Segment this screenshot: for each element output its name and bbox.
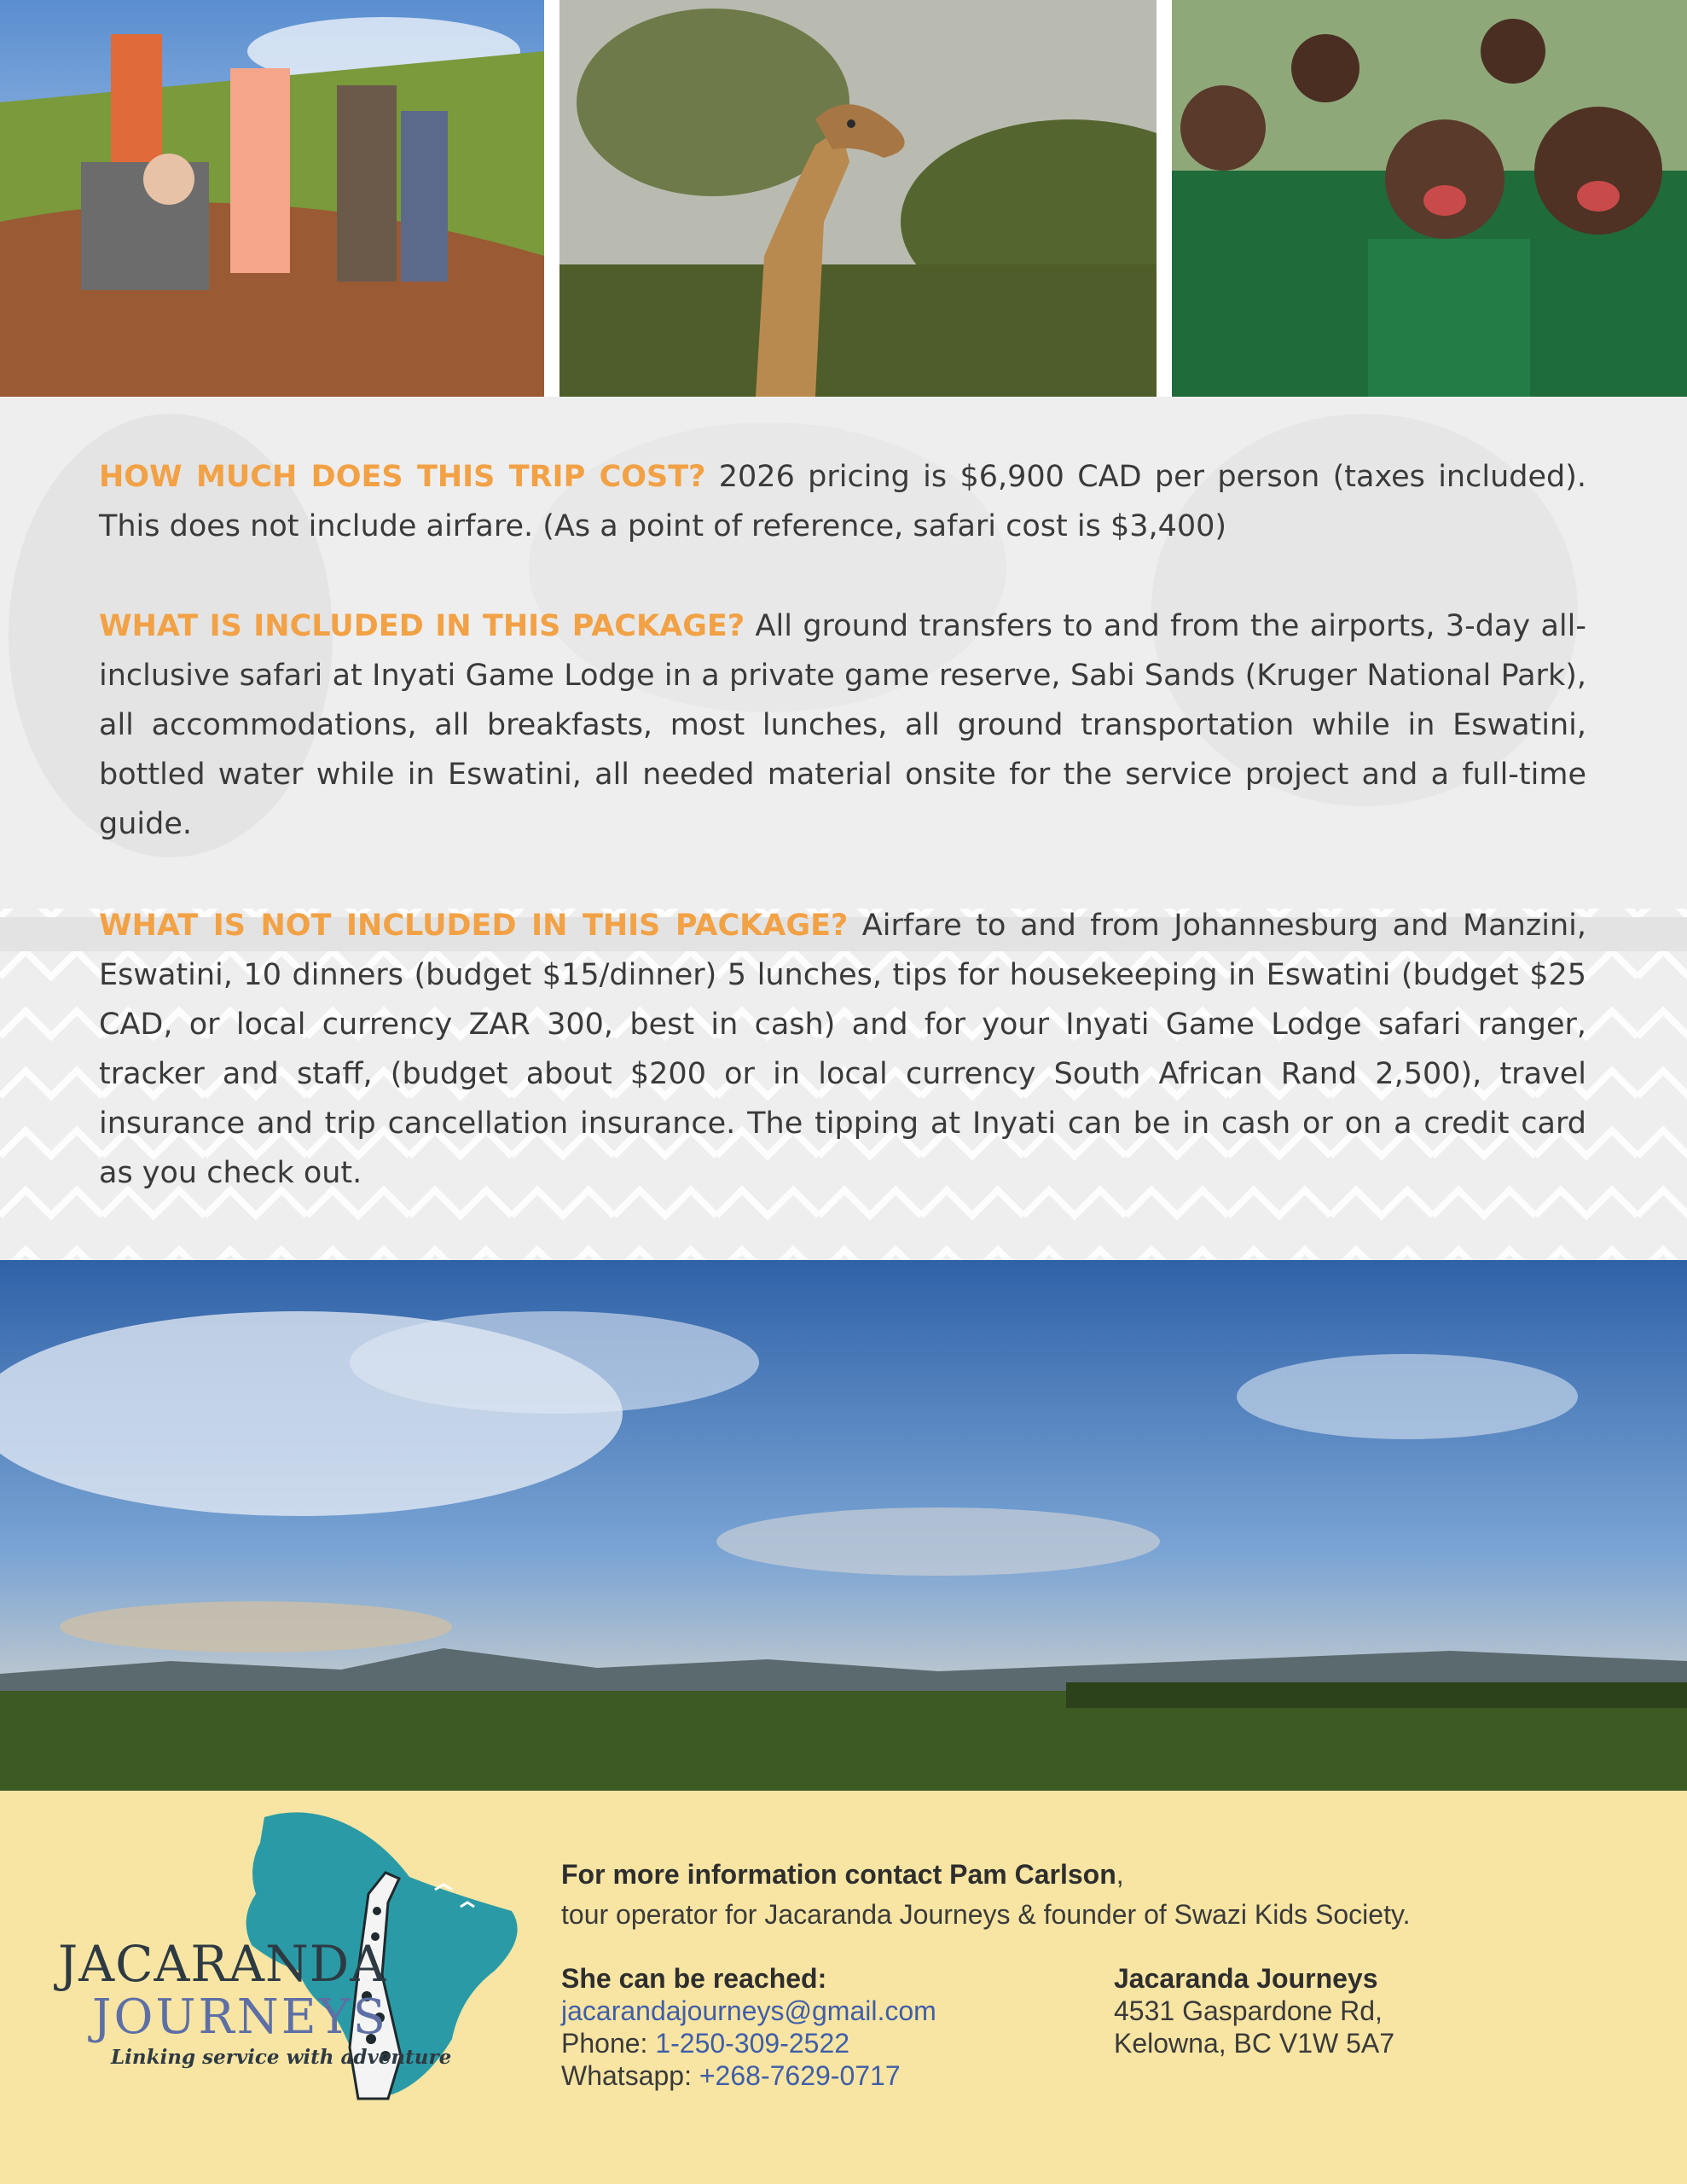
address-line-1: 4531 Gaspardone Rd, — [1114, 1995, 1383, 2026]
org-name: Jacaranda Journeys — [1114, 1963, 1378, 1994]
whatsapp-link[interactable]: +268-7629-0717 — [699, 2060, 901, 2091]
cost-heading: HOW MUCH DOES THIS TRIP COST? — [99, 460, 706, 494]
cost-body: 2026 pricing is $6,900 CAD per person (taxes included). This does not include airfare. (As a point of reference, safari cost is $3,400) — [99, 460, 1586, 543]
reach-label: She can be reached: — [561, 1963, 827, 1994]
logo-word-jacaranda: JACARANDA — [58, 1935, 387, 1993]
photo-volunteers — [0, 0, 544, 397]
address-block — [1114, 1962, 1394, 2059]
contact-heading-suffix: , — [1116, 1859, 1124, 1890]
included-heading: WHAT IS INCLUDED IN THIS PACKAGE? — [99, 609, 745, 643]
contact-reach-block — [561, 1962, 936, 2092]
photo-giraffe — [559, 0, 1157, 397]
logo-word-journeys: JOURNEYS — [92, 1989, 388, 2045]
excluded-heading: WHAT IS NOT INCLUDED IN THIS PACKAGE? — [99, 909, 849, 943]
excluded-body: Airfare to and from Johannesburg and Manzini, Eswatini, 10 dinners (budget $15/dinner) 5 lunches, tips for housekeeping in Eswatini (budget $25 CAD, or local currency ZAR 300, best in cash) and for your Inyati Game Lodge safari ranger, tracker and staff, (budget about $200 or in local currency South African Rand 2,500), travel insurance and trip cancellation insurance. The tipping at Inyati can be in cash or on a credit card as you check out. — [99, 909, 1586, 1190]
excluded-section — [99, 901, 1586, 1198]
address-line-2: Kelowna, BC V1W 5A7 — [1114, 2028, 1395, 2059]
whatsapp-label: Whatsapp: — [561, 2060, 699, 2091]
contact-subheading: tour operator for Jacaranda Journeys & founder of Swazi Kids Society. — [561, 1899, 1411, 1930]
phone-link[interactable]: 1-250-309-2522 — [655, 2028, 850, 2059]
included-section — [99, 601, 1586, 849]
logo-tagline: Linking service with adventure — [111, 2046, 452, 2069]
included-body: All ground transfers to and from the airports, 3-day all-inclusive safari at Inyati Game Lodge in a private game reserve, Sabi Sands (Kruger National Park), all accommodations, all breakfasts, most lunches, all ground transportation while in Eswatini, bottled water while in Eswatini, all needed material onsite for the service project and a full-time guide. — [99, 609, 1587, 841]
photo-landscape — [0, 1260, 1687, 1791]
phone-label: Phone: — [561, 2028, 656, 2059]
contact-heading: For more information contact Pam Carlson — [561, 1859, 1116, 1890]
email-link[interactable]: jacarandajourneys@gmail.com — [561, 1995, 936, 2026]
cost-section — [99, 452, 1586, 551]
contact-heading-line — [561, 1858, 1124, 1891]
photo-schoolchildren — [1172, 0, 1687, 397]
